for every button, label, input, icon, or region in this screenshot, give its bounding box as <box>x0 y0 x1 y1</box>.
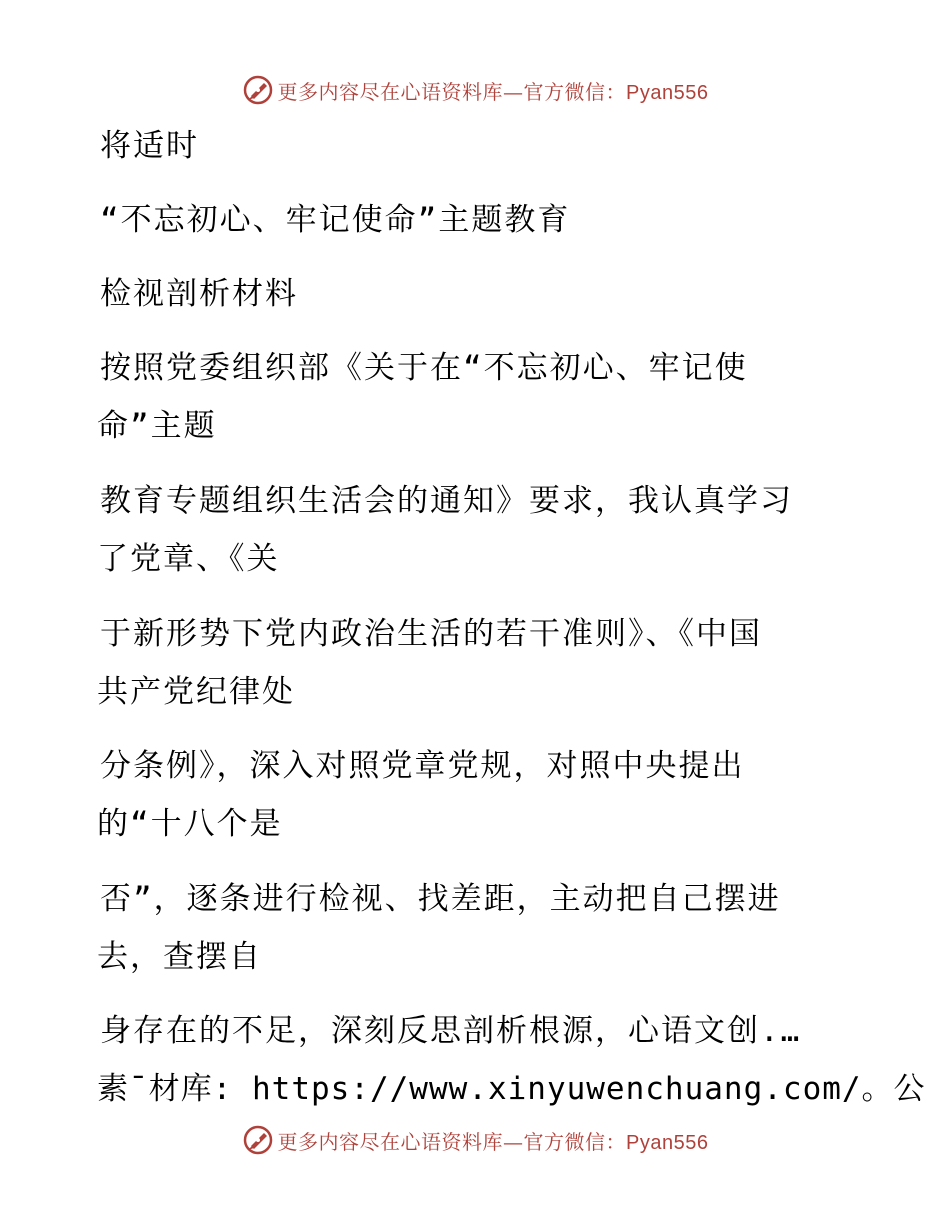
banner-text <box>278 76 709 105</box>
body-line-5: 命”主题 <box>97 408 217 444</box>
banner-middle: 官方微信： <box>523 79 627 104</box>
body-line-8: 于新形势下党内政治生活的若干准则》、《中国 <box>100 616 762 652</box>
banner-prefix: 更多内容尽在心语资料库 <box>277 1129 504 1154</box>
body-line-4: 按照党委组织部《关于在“不忘初心、牢记使 <box>100 350 748 386</box>
pen-logo-icon <box>242 1124 274 1156</box>
header-watermark-banner <box>0 70 950 110</box>
body-line-12: 否”，逐条进行检视、找差距，主动把自己摆进 <box>100 881 781 917</box>
banner-dash: — <box>503 1129 524 1154</box>
body-line-10: 分条例》，深入对照党章党规，对照中央提出 <box>100 748 745 784</box>
banner-text <box>278 1126 709 1155</box>
banner-dash: — <box>503 79 524 104</box>
body-line-9: 共产党纪律处 <box>97 674 295 710</box>
body-line-1: 将适时 <box>100 128 199 164</box>
banner-wechat-id: Pyan556 <box>626 81 709 104</box>
body-line-2: “不忘初心、牢记使命”主题教育 <box>100 202 571 238</box>
body-line-6: 教育专题组织生活会的通知》要求，我认真学习 <box>100 483 793 519</box>
body-line-7: 了党章、《关 <box>97 541 280 577</box>
banner-middle: 官方微信： <box>523 1129 627 1154</box>
body-line-11: 的“十八个是 <box>97 806 283 842</box>
body-line-13: 去，查摆自 <box>97 939 262 975</box>
body-line-3: 检视剖析材料 <box>100 276 298 312</box>
banner-prefix: 更多内容尽在心语资料库 <box>277 79 504 104</box>
body-line-14: 身存在的不足，深刻反思剖析根源，心语文创.… <box>100 1013 802 1049</box>
footer-watermark-banner <box>0 1120 950 1160</box>
body-line-15: 素¯材库: https://www.xinyuwenchuang.com/。公 <box>97 1071 926 1107</box>
pen-logo-icon <box>242 74 274 106</box>
banner-wechat-id: Pyan556 <box>626 1131 709 1154</box>
